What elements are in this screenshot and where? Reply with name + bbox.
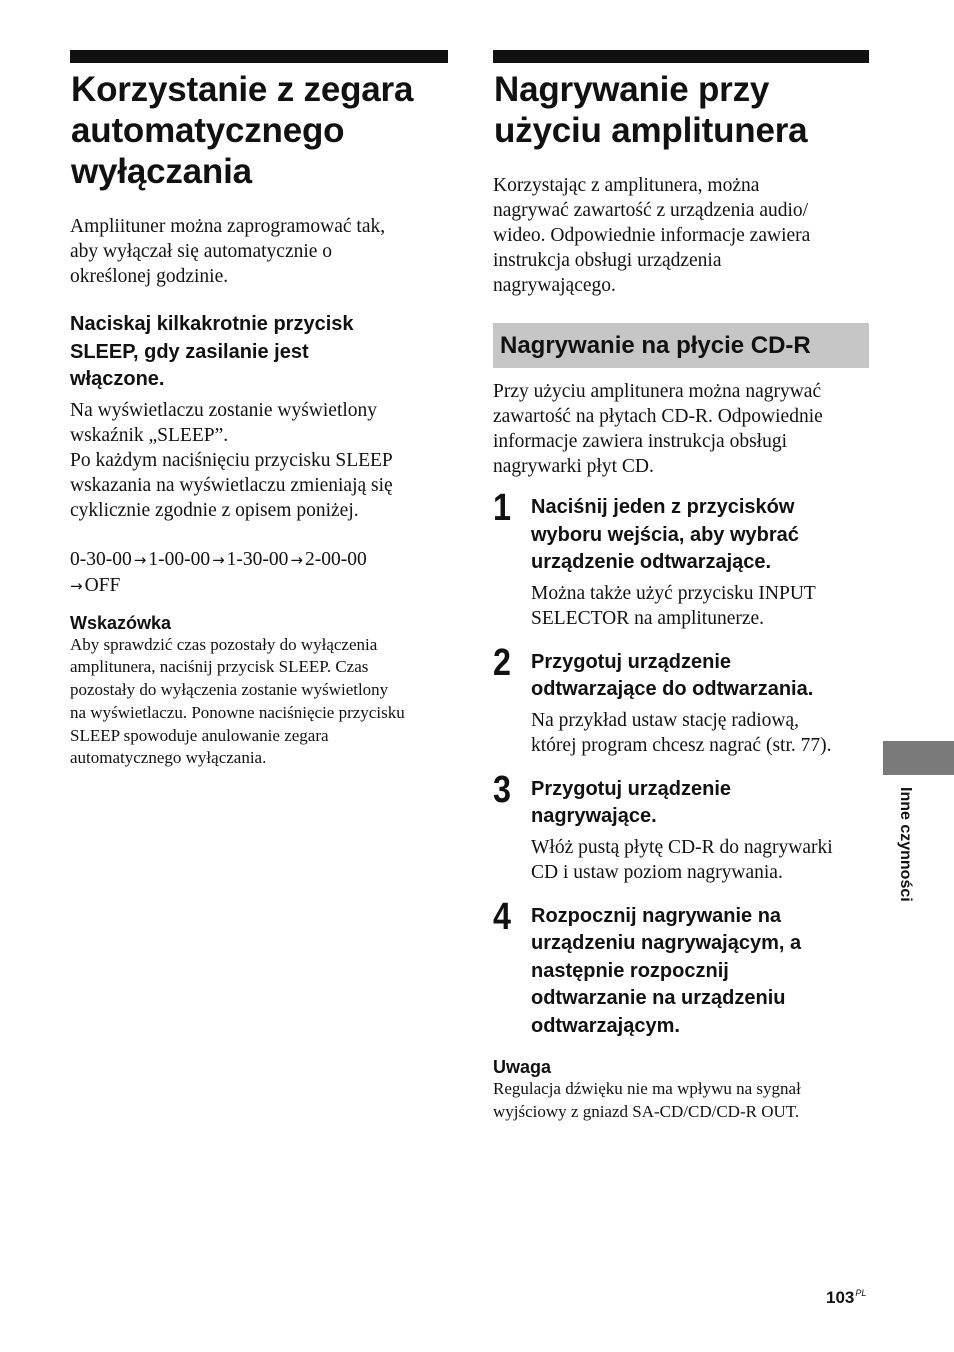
intro-paragraph: [493, 173, 869, 298]
text-line: Włóż pustą płytę CD-R do nagrywarki: [531, 836, 833, 858]
section-title: [494, 69, 869, 151]
text-line: Przy użyciu amplitunera można nagrywać: [493, 381, 822, 402]
text-line: nagrywające.: [531, 805, 657, 827]
page-number-value: 103: [826, 1288, 855, 1307]
title-line: wyłączania: [71, 152, 252, 191]
text-line: nagrywarki płyt CD.: [493, 456, 654, 477]
sleep-cycle-sequence: [70, 547, 448, 599]
page-number: [826, 1282, 866, 1309]
text-line: odtwarzanie na urządzeniu: [531, 987, 786, 1009]
text-line: wyboru wejścia, aby wybrać: [531, 523, 799, 546]
tip-text: [70, 634, 448, 771]
cycle-value: 1-30-00: [226, 548, 289, 570]
text-line: cyklicznie zgodnie z opisem poniżej.: [70, 499, 359, 521]
section-rule: [70, 50, 448, 63]
text-line: zawartość na płytach CD-R. Odpowiednie: [493, 406, 823, 427]
step-2: [493, 641, 869, 758]
arrow-right-icon: →: [290, 550, 303, 569]
text-line: Regulacja dźwięku nie ma wpływu na sygnał: [493, 1079, 801, 1098]
step-number: 4: [493, 895, 511, 938]
text-line: aby wyłączał się automatycznie o: [70, 241, 333, 262]
arrow-right-icon: →: [212, 550, 225, 569]
cycle-value: 2-00-00: [304, 548, 367, 570]
instruction-heading: [70, 311, 448, 394]
cycle-line: [70, 573, 448, 599]
text-line: odtwarzające do odtwarzania.: [531, 678, 814, 700]
step-3: [493, 768, 869, 885]
step-number: 1: [493, 487, 511, 529]
text-line: urządzenie odtwarzające.: [531, 551, 772, 573]
step-1: [493, 487, 869, 631]
left-column: [70, 50, 448, 770]
cycle-value: 1-00-00: [148, 548, 211, 570]
text-line: odtwarzającym.: [531, 1014, 680, 1037]
subheading-banner: [493, 323, 869, 368]
subheading: Nagrywanie na płycie CD-R: [500, 331, 811, 359]
text-line: pozostały do wyłączenia zostanie wyświetlony: [70, 680, 389, 700]
step-body: [531, 708, 869, 758]
text-line: wskazania na wyświetlaczu zmieniają się: [70, 474, 393, 496]
text-line: Na przykład ustaw stację radiową,: [531, 709, 800, 731]
cycle-value: 0-30-00: [70, 548, 132, 570]
cycle-line: [70, 547, 448, 573]
text-line: Przygotuj urządzenie: [531, 650, 732, 673]
text-line: Na wyświetlaczu zostanie wyświetlony: [70, 399, 378, 421]
step-number: 2: [493, 641, 511, 684]
text-line: włączone.: [70, 368, 165, 390]
text-line: nagrywającego.: [493, 275, 616, 296]
page-language-suffix: PL: [855, 1288, 867, 1298]
sub-intro-paragraph: [493, 379, 869, 479]
text-line: Można także użyć przycisku INPUT: [531, 582, 816, 604]
text-line: SELECTOR na amplitunerze.: [531, 607, 765, 629]
text-line: Aby sprawdzić czas pozostały do wyłączenia: [70, 634, 378, 654]
text-line: amplitunera, naciśnij przycisk SLEEP. Czas: [70, 657, 369, 677]
step-4: [493, 895, 869, 1041]
section-tab-marker: [883, 741, 954, 775]
text-line: SLEEP, gdy zasilanie jest: [70, 340, 309, 363]
step-body: [531, 581, 869, 631]
text-line: wskaźnik „SLEEP”.: [70, 424, 229, 446]
text-line: instrukcja obsługi urządzenia: [493, 250, 722, 271]
cycle-value: OFF: [84, 574, 121, 596]
right-column: [493, 50, 869, 1124]
step-heading: [531, 494, 869, 577]
arrow-right-icon: →: [133, 550, 147, 569]
text-line: SLEEP spowoduje anulowanie zegara: [70, 725, 329, 745]
note-text: [493, 1078, 869, 1124]
title-line: Korzystanie z zegara: [71, 70, 414, 109]
text-line: Korzystając z amplitunera, można: [493, 175, 760, 196]
text-line: urządzeniu nagrywającym, a: [531, 932, 802, 954]
text-line: wyjściowy z gniazd SA-CD/CD/CD-R OUT.: [493, 1101, 800, 1121]
step-heading: [531, 903, 869, 1041]
text-line: Przygotuj urządzenie: [531, 777, 732, 800]
text-line: informacje zawiera instrukcja obsługi: [493, 431, 788, 452]
section-rule: [493, 50, 869, 63]
step-number: 3: [493, 768, 511, 811]
step-heading: [531, 649, 869, 704]
text-line: nagrywać zawartość z urządzenia audio/: [493, 200, 809, 221]
text-line: określonej godzinie.: [70, 266, 229, 287]
title-line: Nagrywanie przy: [494, 70, 770, 109]
text-line: Naciśnij jeden z przycisków: [531, 496, 795, 518]
text-line: Rozpocznij nagrywanie na: [531, 904, 782, 927]
description-paragraph: [70, 398, 448, 523]
text-line: Ampliituner można zaprogramować tak,: [70, 216, 386, 237]
side-section-label: Inne czynności: [897, 787, 914, 902]
text-line: na wyświetlaczu. Ponowne naciśnięcie przycisku: [70, 702, 405, 722]
title-line: automatycznego: [71, 111, 345, 150]
note-heading: Uwaga: [493, 1057, 552, 1077]
step-body: [531, 835, 869, 885]
text-line: Naciskaj kilkakrotnie przycisk: [70, 313, 354, 335]
title-line: użyciu amplitunera: [494, 111, 808, 150]
step-heading: [531, 776, 869, 831]
text-line: CD i ustaw poziom nagrywania.: [531, 861, 783, 883]
text-line: automatycznego wyłączania.: [70, 748, 267, 768]
text-line: Po każdym naciśnięciu przycisku SLEEP: [70, 449, 393, 471]
section-title: [71, 69, 448, 192]
text-line: wideo. Odpowiednie informacje zawiera: [493, 225, 811, 246]
tip-heading: Wskazówka: [70, 612, 172, 633]
intro-paragraph: [70, 214, 448, 289]
arrow-right-icon: →: [70, 576, 83, 595]
text-line: której program chcesz nagrać (str. 77).: [531, 734, 832, 756]
text-line: następnie rozpocznij: [531, 959, 729, 982]
